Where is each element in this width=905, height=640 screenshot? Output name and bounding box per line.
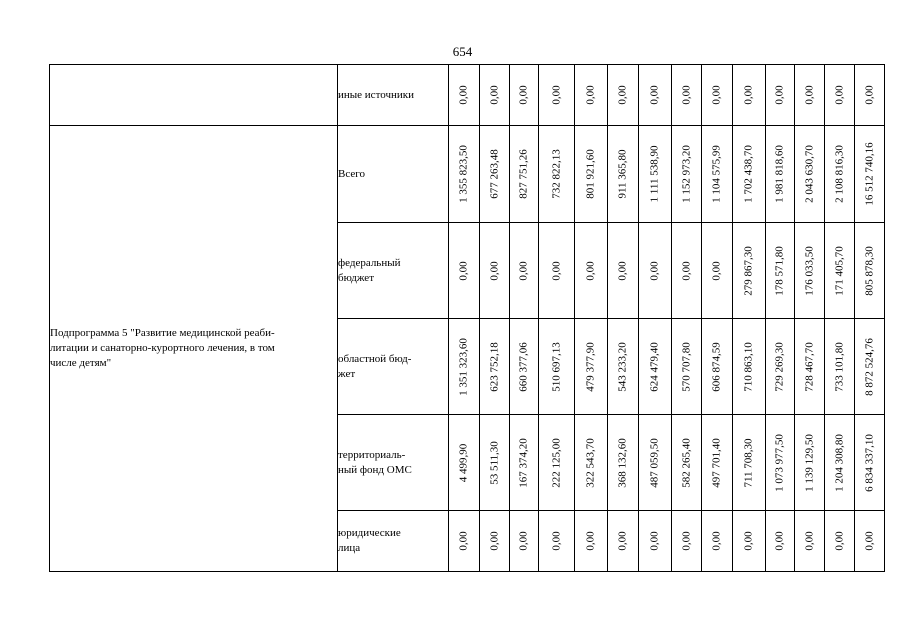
value-text: 624 479,40 bbox=[648, 341, 661, 392]
value-text: 1 981 818,60 bbox=[773, 145, 786, 203]
year-value-cell bbox=[766, 415, 795, 511]
value-text: 677 263,48 bbox=[488, 149, 501, 199]
value-text: 322 543,70 bbox=[584, 437, 597, 488]
value-text: 0,00 bbox=[833, 531, 846, 551]
value-text: 543 233,20 bbox=[616, 341, 629, 392]
table-row bbox=[50, 126, 885, 223]
year-value-cell bbox=[608, 223, 639, 319]
page-number: 654 bbox=[452, 44, 473, 59]
year-value-cell bbox=[825, 511, 855, 572]
value-text: 0,00 bbox=[773, 85, 786, 105]
year-value-cell bbox=[480, 126, 510, 223]
program-title bbox=[50, 126, 338, 572]
value-text: 0,00 bbox=[648, 531, 661, 551]
value-text: 510 697,13 bbox=[550, 341, 563, 392]
value-text: 0,00 bbox=[803, 531, 816, 551]
funding-source-label bbox=[338, 65, 449, 126]
year-value-cell bbox=[672, 415, 702, 511]
year-value-cell bbox=[795, 415, 825, 511]
funding-source-label bbox=[338, 415, 449, 511]
value-text: 0,00 bbox=[742, 531, 755, 551]
value-text: 1 204 308,80 bbox=[833, 433, 846, 492]
value-text: 911 365,80 bbox=[616, 149, 629, 199]
year-value-cell bbox=[639, 415, 672, 511]
year-value-cell bbox=[825, 415, 855, 511]
program-title-line: Подпрограмма 5 "Развитие медицинской реаби- bbox=[50, 327, 275, 340]
year-value-cell bbox=[480, 511, 510, 572]
year-value-cell bbox=[639, 511, 672, 572]
year-value-cell bbox=[702, 223, 733, 319]
value-text: 0,00 bbox=[710, 531, 723, 551]
value-text: 4 499,90 bbox=[457, 443, 470, 482]
program-cell-empty bbox=[50, 65, 338, 126]
year-value-cell bbox=[539, 223, 575, 319]
year-value-cell bbox=[766, 223, 795, 319]
value-text: 167 374,20 bbox=[517, 437, 530, 488]
value-text: 729 269,30 bbox=[773, 341, 786, 392]
year-value-cell bbox=[608, 415, 639, 511]
year-value-cell bbox=[480, 415, 510, 511]
year-value-cell bbox=[825, 126, 855, 223]
total-value-cell bbox=[855, 319, 885, 415]
year-value-cell bbox=[795, 65, 825, 126]
year-value-cell bbox=[795, 223, 825, 319]
value-text: 1 355 823,50 bbox=[457, 145, 470, 203]
funding-source-line: иные источники bbox=[338, 88, 414, 101]
table-body bbox=[50, 65, 885, 572]
year-value-cell bbox=[510, 511, 539, 572]
year-value-cell bbox=[733, 319, 766, 415]
year-value-cell bbox=[766, 65, 795, 126]
value-text: 0,00 bbox=[457, 260, 470, 281]
value-text: 0,00 bbox=[550, 85, 563, 105]
value-text: 0,00 bbox=[584, 85, 597, 105]
funding-source-line: областной бюд- bbox=[338, 352, 412, 365]
value-text: 606 874,59 bbox=[710, 341, 723, 392]
year-value-cell bbox=[795, 126, 825, 223]
value-text: 0,00 bbox=[457, 531, 470, 551]
value-text: 0,00 bbox=[648, 260, 661, 281]
year-value-cell bbox=[608, 126, 639, 223]
year-value-cell bbox=[795, 319, 825, 415]
value-text: 0,00 bbox=[773, 531, 786, 551]
value-text: 0,00 bbox=[457, 85, 470, 105]
year-value-cell bbox=[733, 223, 766, 319]
table-row bbox=[50, 65, 885, 126]
year-value-cell bbox=[608, 65, 639, 126]
value-text: 710 863,10 bbox=[742, 341, 755, 392]
year-value-cell bbox=[825, 65, 855, 126]
year-value-cell bbox=[733, 126, 766, 223]
funding-source-line: Всего bbox=[338, 167, 365, 180]
value-text: 0,00 bbox=[742, 85, 755, 105]
value-text: 711 708,30 bbox=[742, 437, 755, 488]
value-text: 0,00 bbox=[616, 260, 629, 281]
value-text: 0,00 bbox=[488, 531, 501, 551]
value-text: 0,00 bbox=[833, 85, 846, 105]
year-value-cell bbox=[449, 415, 480, 511]
value-text: 0,00 bbox=[863, 85, 876, 105]
year-value-cell bbox=[702, 319, 733, 415]
value-text: 0,00 bbox=[863, 531, 876, 551]
funding-source-label bbox=[338, 319, 449, 415]
funding-source-label bbox=[338, 511, 449, 572]
funding-source-label bbox=[338, 126, 449, 223]
value-text: 0,00 bbox=[803, 85, 816, 105]
funding-source-line: бюджет bbox=[338, 271, 374, 284]
year-value-cell bbox=[480, 223, 510, 319]
value-text: 53 511,30 bbox=[488, 440, 501, 485]
funding-source-label bbox=[338, 223, 449, 319]
year-value-cell bbox=[449, 126, 480, 223]
year-value-cell bbox=[575, 65, 608, 126]
value-text: 1 139 129,50 bbox=[803, 433, 816, 492]
value-text: 479 377,90 bbox=[584, 341, 597, 392]
year-value-cell bbox=[575, 319, 608, 415]
year-value-cell bbox=[510, 126, 539, 223]
year-value-cell bbox=[672, 319, 702, 415]
value-text: 728 467,70 bbox=[803, 341, 816, 392]
value-text: 1 104 575,99 bbox=[710, 145, 723, 203]
year-value-cell bbox=[702, 65, 733, 126]
funding-source-line: юридические bbox=[338, 527, 401, 540]
year-value-cell bbox=[733, 415, 766, 511]
year-value-cell bbox=[702, 511, 733, 572]
funding-source-line: территориаль- bbox=[338, 448, 406, 461]
value-text: 0,00 bbox=[710, 85, 723, 105]
program-title-line: числе детям" bbox=[50, 356, 112, 369]
value-text: 570 707,80 bbox=[680, 341, 693, 392]
year-value-cell bbox=[672, 65, 702, 126]
year-value-cell bbox=[449, 65, 480, 126]
total-value-cell bbox=[855, 65, 885, 126]
value-text: 0,00 bbox=[488, 85, 501, 105]
value-text: 0,00 bbox=[616, 85, 629, 105]
year-value-cell bbox=[575, 223, 608, 319]
year-value-cell bbox=[766, 126, 795, 223]
value-text: 1 702 438,70 bbox=[742, 145, 755, 203]
year-value-cell bbox=[449, 511, 480, 572]
year-value-cell bbox=[575, 126, 608, 223]
value-text: 0,00 bbox=[550, 531, 563, 551]
value-text: 582 265,40 bbox=[680, 437, 693, 488]
value-text: 2 043 630,70 bbox=[803, 145, 816, 203]
year-value-cell bbox=[510, 65, 539, 126]
value-text: 733 101,80 bbox=[833, 341, 846, 392]
year-value-cell bbox=[795, 511, 825, 572]
value-text: 1 073 977,50 bbox=[773, 433, 786, 492]
year-value-cell bbox=[672, 223, 702, 319]
value-text: 0,00 bbox=[584, 531, 597, 551]
year-value-cell bbox=[510, 223, 539, 319]
funding-source-line: лица bbox=[338, 542, 361, 554]
value-text: 0,00 bbox=[517, 260, 530, 281]
year-value-cell bbox=[608, 319, 639, 415]
year-value-cell bbox=[733, 511, 766, 572]
program-title-line: литации и санаторно-курортного лечения, в том bbox=[50, 342, 275, 355]
year-value-cell bbox=[766, 319, 795, 415]
year-value-cell bbox=[539, 415, 575, 511]
year-value-cell bbox=[639, 65, 672, 126]
year-value-cell bbox=[825, 223, 855, 319]
year-value-cell bbox=[539, 65, 575, 126]
value-text: 1 351 323,60 bbox=[457, 337, 470, 396]
value-text: 0,00 bbox=[680, 531, 693, 551]
value-text: 0,00 bbox=[710, 260, 723, 281]
funding-source-line: федеральный bbox=[338, 256, 401, 269]
value-text: 0,00 bbox=[550, 260, 563, 281]
value-text: 16 512 740,16 bbox=[863, 142, 876, 206]
year-value-cell bbox=[575, 415, 608, 511]
value-text: 0,00 bbox=[616, 531, 629, 551]
value-text: 0,00 bbox=[680, 260, 693, 281]
funding-source-line: жет bbox=[338, 367, 356, 380]
year-value-cell bbox=[575, 511, 608, 572]
value-text: 801 921,60 bbox=[584, 149, 597, 199]
year-value-cell bbox=[825, 319, 855, 415]
value-text: 8 872 524,76 bbox=[863, 337, 876, 396]
year-value-cell bbox=[702, 126, 733, 223]
year-value-cell bbox=[672, 126, 702, 223]
value-text: 0,00 bbox=[648, 85, 661, 105]
value-text: 171 405,70 bbox=[833, 245, 846, 296]
total-value-cell bbox=[855, 126, 885, 223]
year-value-cell bbox=[608, 511, 639, 572]
value-text: 222 125,00 bbox=[550, 437, 563, 488]
year-value-cell bbox=[639, 126, 672, 223]
value-text: 827 751,26 bbox=[517, 149, 530, 199]
value-text: 1 111 538,90 bbox=[648, 145, 661, 203]
year-value-cell bbox=[702, 415, 733, 511]
year-value-cell bbox=[733, 65, 766, 126]
year-value-cell bbox=[539, 319, 575, 415]
year-value-cell bbox=[639, 319, 672, 415]
value-text: 0,00 bbox=[517, 531, 530, 551]
total-value-cell bbox=[855, 223, 885, 319]
year-value-cell bbox=[480, 319, 510, 415]
value-text: 0,00 bbox=[680, 85, 693, 105]
total-value-cell bbox=[855, 511, 885, 572]
value-text: 1 152 973,20 bbox=[680, 145, 693, 203]
value-text: 178 571,80 bbox=[773, 245, 786, 296]
year-value-cell bbox=[539, 511, 575, 572]
year-value-cell bbox=[672, 511, 702, 572]
value-text: 0,00 bbox=[584, 260, 597, 281]
value-text: 279 867,30 bbox=[742, 245, 755, 296]
year-value-cell bbox=[539, 126, 575, 223]
value-text: 176 033,50 bbox=[803, 245, 816, 296]
year-value-cell bbox=[639, 223, 672, 319]
year-value-cell bbox=[480, 65, 510, 126]
value-text: 660 377,06 bbox=[517, 341, 530, 392]
value-text: 497 701,40 bbox=[710, 437, 723, 488]
year-value-cell bbox=[510, 319, 539, 415]
value-text: 0,00 bbox=[517, 85, 530, 105]
year-value-cell bbox=[449, 223, 480, 319]
value-text: 732 822,13 bbox=[550, 149, 563, 199]
value-text: 487 059,50 bbox=[648, 437, 661, 488]
value-text: 0,00 bbox=[488, 260, 501, 281]
year-value-cell bbox=[449, 319, 480, 415]
value-text: 368 132,60 bbox=[616, 437, 629, 488]
budget-table bbox=[49, 64, 885, 572]
total-value-cell bbox=[855, 415, 885, 511]
year-value-cell bbox=[766, 511, 795, 572]
value-text: 623 752,18 bbox=[488, 341, 501, 392]
funding-source-line: ный фонд ОМС bbox=[338, 463, 412, 476]
value-text: 6 834 337,10 bbox=[863, 433, 876, 492]
value-text: 805 878,30 bbox=[863, 245, 876, 296]
year-value-cell bbox=[510, 415, 539, 511]
value-text: 2 108 816,30 bbox=[833, 145, 846, 203]
